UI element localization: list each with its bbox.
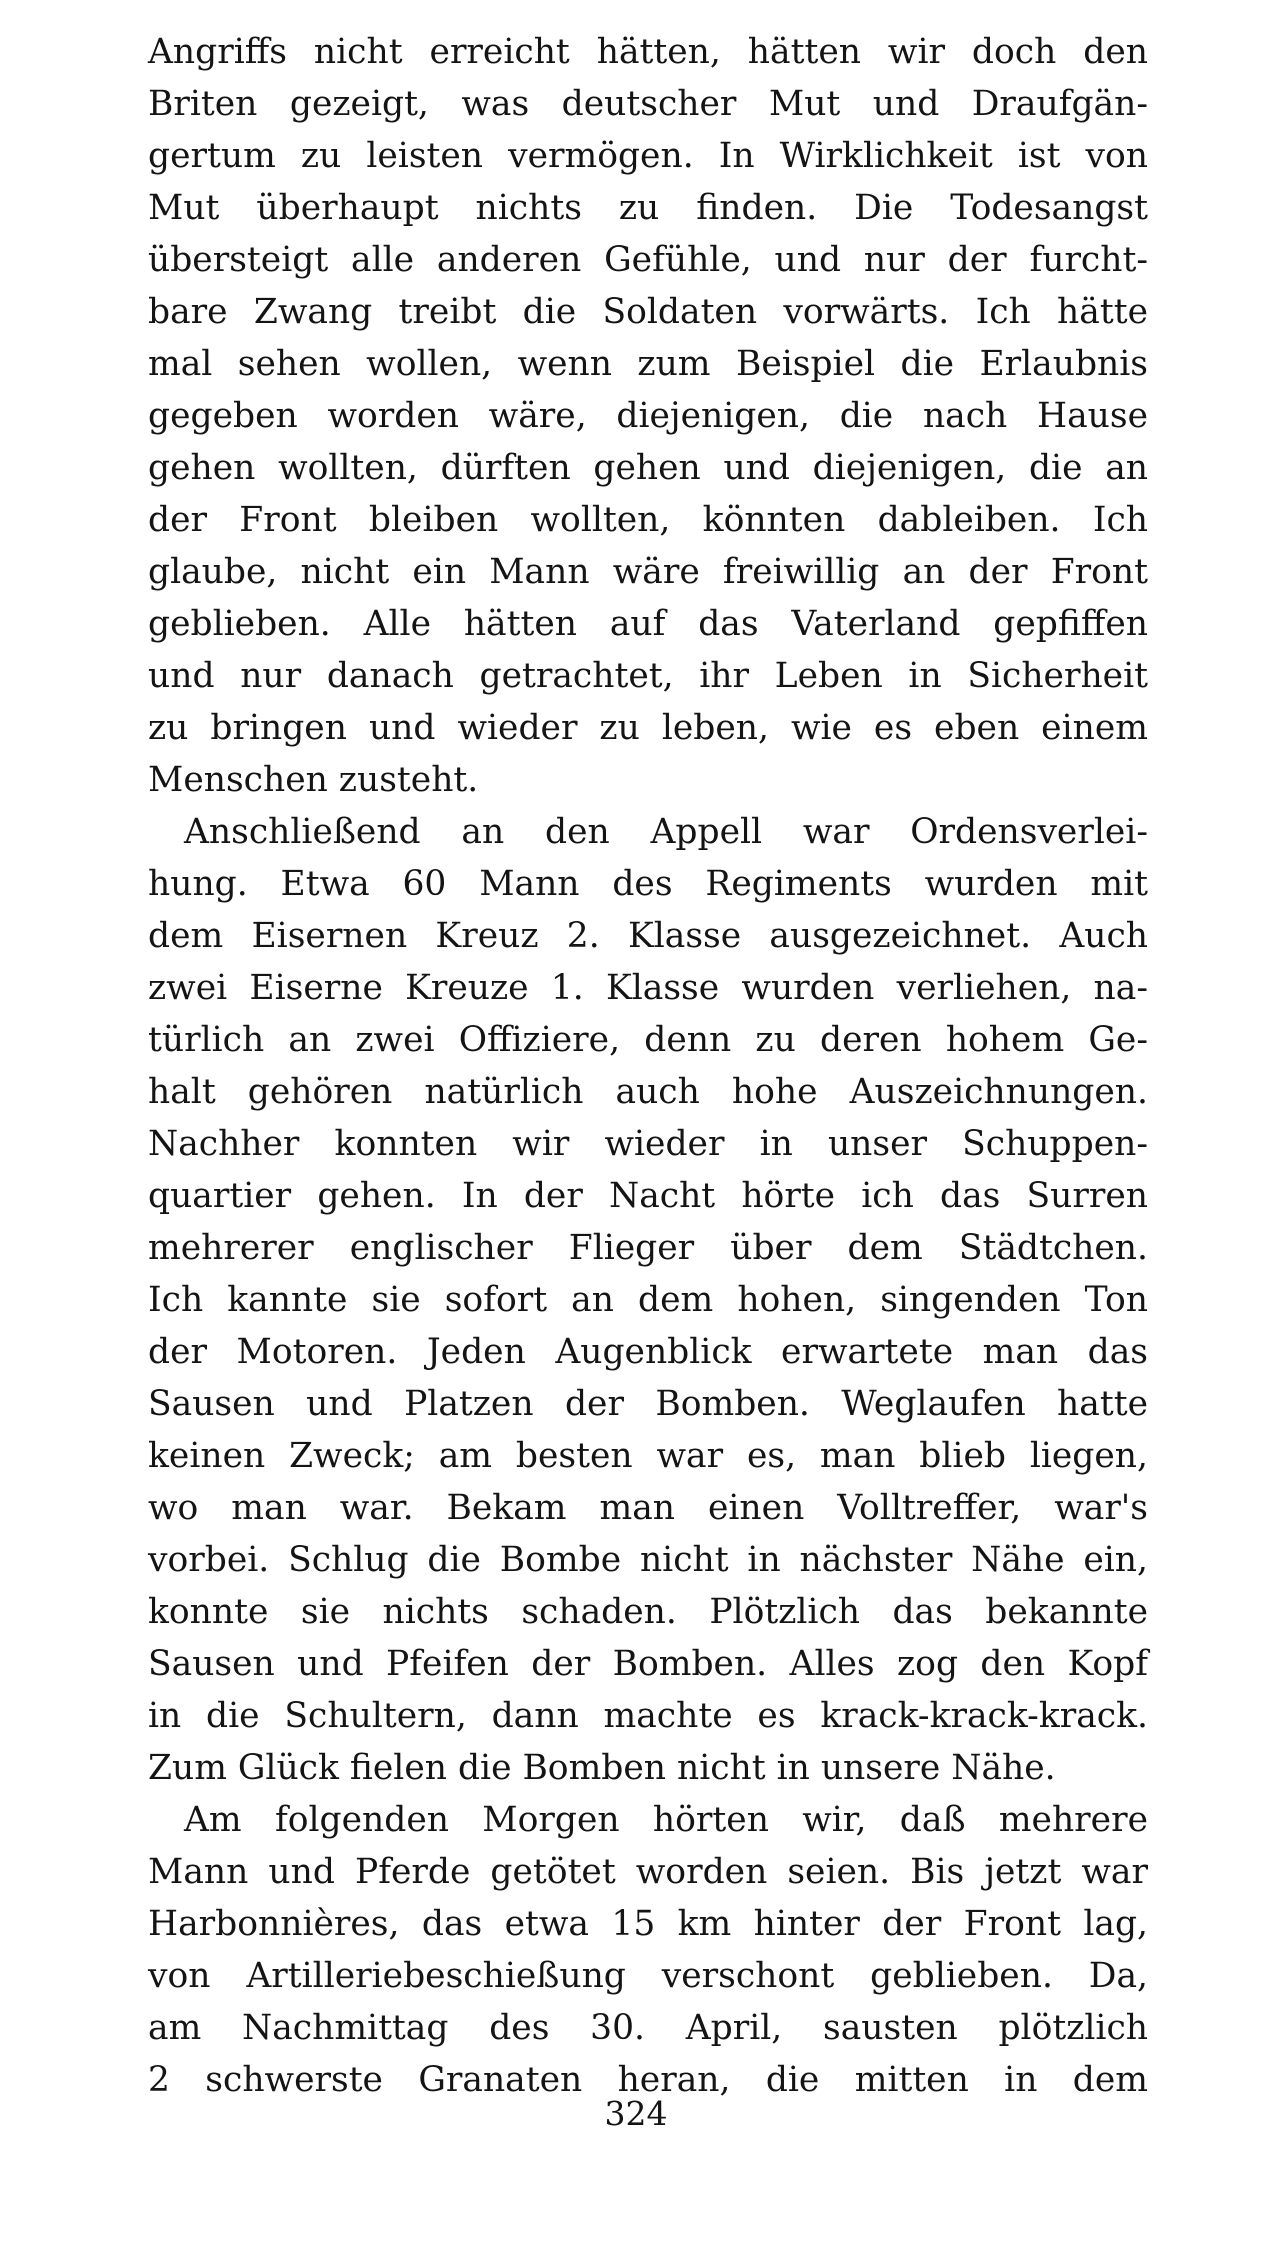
text-line: vorbei. Schlug die Bombe nicht in nächster Nähe ein, bbox=[148, 1540, 1148, 1580]
text-line: Mut überhaupt nichts zu finden. Die Todesangst bbox=[148, 188, 1148, 228]
text-line: hung. Etwa 60 Mann des Regiments wurden mit bbox=[148, 864, 1148, 904]
text-line: konnte sie nichts schaden. Plötzlich das bekannte bbox=[148, 1592, 1148, 1632]
text-line: geblieben. Alle hätten auf das Vaterland gepfiffen bbox=[148, 604, 1148, 644]
text-line: Anschließend an den Appell war Ordensverlei- bbox=[184, 812, 1148, 852]
text-line: türlich an zwei Offiziere, denn zu deren hohem Ge- bbox=[148, 1020, 1148, 1060]
text-line: wo man war. Bekam man einen Volltreffer, war's bbox=[148, 1488, 1148, 1528]
text-line: 2 schwerste Granaten heran, die mitten in dem bbox=[148, 2060, 1148, 2100]
text-line: gehen wollten, dürften gehen und diejenigen, die an bbox=[148, 448, 1148, 488]
text-line: Am folgenden Morgen hörten wir, daß mehrere bbox=[184, 1800, 1148, 1840]
text-line: mehrerer englischer Flieger über dem Städtchen. bbox=[148, 1228, 1148, 1268]
text-line: zwei Eiserne Kreuze 1. Klasse wurden verliehen, na- bbox=[148, 968, 1148, 1008]
text-line: in die Schultern, dann machte es krack-krack-krack. bbox=[148, 1696, 1148, 1736]
text-line: bare Zwang treibt die Soldaten vorwärts. Ich hätte bbox=[148, 292, 1148, 332]
text-line: Sausen und Platzen der Bomben. Weglaufen hatte bbox=[148, 1384, 1148, 1424]
text-line: halt gehören natürlich auch hohe Auszeichnungen. bbox=[148, 1072, 1148, 1112]
body-text bbox=[148, 26, 1148, 2106]
text-line: der Front bleiben wollten, könnten dableiben. Ich bbox=[148, 500, 1148, 540]
text-line: Briten gezeigt, was deutscher Mut und Draufgän- bbox=[148, 84, 1148, 124]
text-line: der Motoren. Jeden Augenblick erwartete man das bbox=[148, 1332, 1148, 1372]
page-number: 324 bbox=[604, 2094, 668, 2133]
text-line: am Nachmittag des 30. April, sausten plötzlich bbox=[148, 2008, 1148, 2048]
text-line: Mann und Pferde getötet worden seien. Bis jetzt war bbox=[148, 1852, 1148, 1892]
text-line: gertum zu leisten vermögen. In Wirklichkeit ist von bbox=[148, 136, 1148, 176]
text-line: keinen Zweck; am besten war es, man blieb liegen, bbox=[148, 1436, 1148, 1476]
text-line: Nachher konnten wir wieder in unser Schuppen- bbox=[148, 1124, 1148, 1164]
text-line: Angriffs nicht erreicht hätten, hätten wir doch den bbox=[148, 32, 1148, 72]
paragraph-1 bbox=[148, 26, 1148, 806]
text-line: und nur danach getrachtet, ihr Leben in Sicherheit bbox=[148, 656, 1148, 696]
text-line: Zum Glück fielen die Bomben nicht in unsere Nähe. bbox=[148, 1748, 1056, 1788]
text-line: übersteigt alle anderen Gefühle, und nur der furcht- bbox=[148, 240, 1148, 280]
paragraph-2 bbox=[148, 806, 1148, 1794]
text-line: Harbonnières, das etwa 15 km hinter der Front lag, bbox=[148, 1904, 1148, 1944]
paragraph-3 bbox=[148, 1794, 1148, 2106]
text-line: quartier gehen. In der Nacht hörte ich das Surren bbox=[148, 1176, 1148, 1216]
text-line: glaube, nicht ein Mann wäre freiwillig an der Front bbox=[148, 552, 1148, 592]
text-line: Sausen und Pfeifen der Bomben. Alles zog den Kopf bbox=[148, 1644, 1148, 1684]
text-line: von Artilleriebeschießung verschont geblieben. Da, bbox=[148, 1956, 1148, 1996]
text-line: zu bringen und wieder zu leben, wie es eben einem bbox=[148, 708, 1148, 748]
text-line: Ich kannte sie sofort an dem hohen, singenden Ton bbox=[148, 1280, 1148, 1320]
text-line: Menschen zusteht. bbox=[148, 760, 479, 800]
text-line: mal sehen wollen, wenn zum Beispiel die Erlaubnis bbox=[148, 344, 1148, 384]
text-line: gegeben worden wäre, diejenigen, die nach Hause bbox=[148, 396, 1148, 436]
text-line: dem Eisernen Kreuz 2. Klasse ausgezeichnet. Auch bbox=[148, 916, 1148, 956]
